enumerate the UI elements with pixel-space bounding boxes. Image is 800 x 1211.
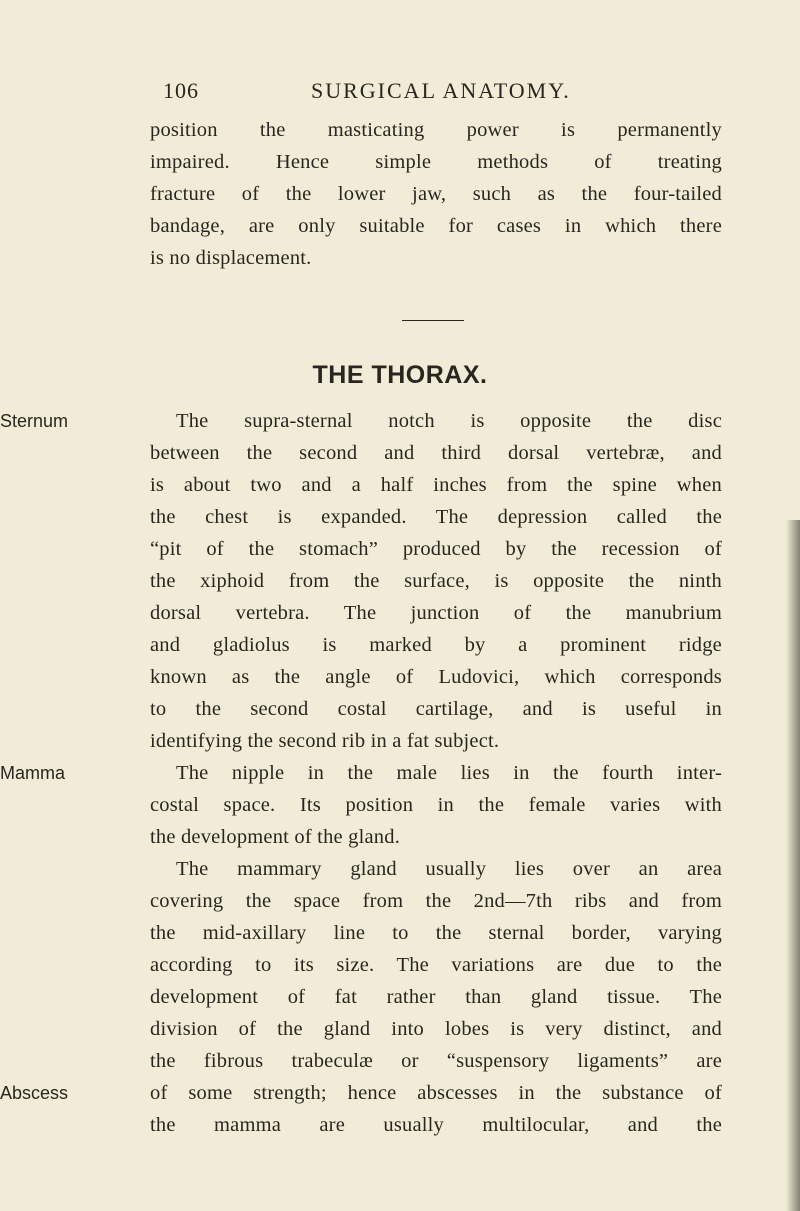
gland-line: covering the space from the 2nd—7th ribs and from [150,890,722,912]
page-number: 106 [163,78,199,103]
section-divider [402,320,464,321]
sternum-line: dorsal vertebra. The junction of the manubrium [150,602,722,624]
margin-note-abscess: Abscess [0,1083,69,1103]
sternum-line: The supra-sternal notch is opposite the disc [176,410,722,432]
margin-note-sternum: Sternum [0,411,69,431]
running-title: SURGICAL ANATOMY. [311,78,571,103]
intro-line: bandage, are only suitable for cases in which there [150,215,722,237]
page-header [163,78,603,108]
gland-line: according to its size. The variations are due to the [150,954,722,976]
gland-line: of some strength; hence abscesses in the substance of [150,1082,722,1104]
sternum-line: is about two and a half inches from the spine when [150,474,722,496]
sternum-line: the chest is expanded. The depression called the [150,506,722,528]
mamma-line: The nipple in the male lies in the fourth inter- [176,762,722,784]
page-edge-shadow [786,520,800,1211]
gland-line: development of fat rather than gland tissue. The [150,986,722,1008]
sternum-line: the xiphoid from the surface, is opposite the ninth [150,570,722,592]
intro-line: is no displacement. [150,247,312,269]
section-title: THE THORAX. [312,361,488,389]
gland-line: the fibrous trabeculæ or “suspensory ligaments” are [150,1050,722,1072]
sternum-line: and gladiolus is marked by a prominent ridge [150,634,722,656]
sternum-line: identifying the second rib in a fat subject. [150,730,500,752]
sternum-line: between the second and third dorsal vertebræ, and [150,442,722,464]
intro-line: impaired. Hence simple methods of treating [150,151,722,173]
sternum-line: to the second costal cartilage, and is useful in [150,698,722,720]
intro-line: position the masticating power is permanently [150,119,722,141]
mamma-line: costal space. Its position in the female varies with [150,794,722,816]
sternum-line: “pit of the stomach” produced by the recession of [150,538,722,560]
gland-line: the mamma are usually multilocular, and the [150,1114,722,1136]
gland-line: division of the gland into lobes is very distinct, and [150,1018,722,1040]
sternum-line: known as the angle of Ludovici, which corresponds [150,666,722,688]
intro-line: fracture of the lower jaw, such as the four-tailed [150,183,722,205]
mamma-line: the development of the gland. [150,826,401,848]
gland-line: The mammary gland usually lies over an area [176,858,722,880]
margin-note-mamma: Mamma [0,763,66,783]
gland-line: the mid-axillary line to the sternal border, varying [150,922,722,944]
